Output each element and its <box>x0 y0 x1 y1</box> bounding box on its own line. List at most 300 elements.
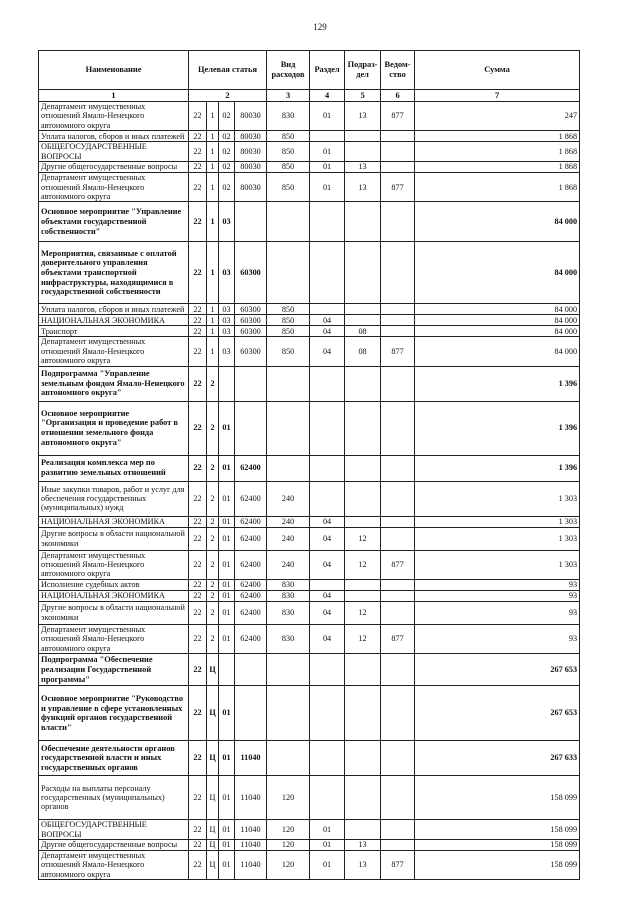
row-name-cell: Департамент имущественных отношений Ямало-Ненецкого автономного округа <box>39 173 189 202</box>
target-direction-cell: 60300 <box>235 326 267 337</box>
section-cell <box>310 579 345 590</box>
subsection-cell: 08 <box>345 337 381 366</box>
row-name-cell: Основное мероприятие "Руководство и управление в сфере установленных функций органов государственной власти" <box>39 686 189 741</box>
subsection-cell <box>345 686 381 741</box>
table-row <box>39 840 580 851</box>
row-name-cell: НАЦИОНАЛЬНАЯ ЭКОНОМИКА <box>39 590 189 601</box>
department-cell: 877 <box>381 102 415 131</box>
target-activity-cell: 01 <box>219 550 235 579</box>
target-program-cell: 22 <box>189 455 207 481</box>
target-direction-cell: 80030 <box>235 162 267 173</box>
section-cell: 04 <box>310 601 345 624</box>
target-activity-cell: 02 <box>219 102 235 131</box>
table-row <box>39 173 580 202</box>
target-direction-cell: 62400 <box>235 550 267 579</box>
column-number-row <box>39 90 580 102</box>
target-direction-cell <box>235 654 267 686</box>
target-activity-cell: 02 <box>219 162 235 173</box>
target-direction-cell: 80030 <box>235 142 267 162</box>
target-program-cell: 22 <box>189 579 207 590</box>
section-cell: 04 <box>310 550 345 579</box>
target-subprogram-cell: 2 <box>207 516 219 527</box>
target-program-cell: 22 <box>189 686 207 741</box>
expense-type-cell: 120 <box>267 776 310 820</box>
target-direction-cell: 11040 <box>235 741 267 776</box>
target-direction-cell: 62400 <box>235 516 267 527</box>
expense-type-cell: 240 <box>267 550 310 579</box>
table-row <box>39 304 580 315</box>
section-cell <box>310 455 345 481</box>
section-cell: 01 <box>310 820 345 840</box>
target-program-cell: 22 <box>189 516 207 527</box>
target-program-cell: 22 <box>189 142 207 162</box>
target-subprogram-cell: 2 <box>207 624 219 653</box>
sum-cell: 93 <box>415 590 580 601</box>
department-cell <box>381 401 415 455</box>
target-subprogram-cell: Ц <box>207 776 219 820</box>
expense-type-cell <box>267 741 310 776</box>
target-subprogram-cell: Ц <box>207 686 219 741</box>
subsection-cell <box>345 516 381 527</box>
target-program-cell: 22 <box>189 840 207 851</box>
target-subprogram-cell: Ц <box>207 654 219 686</box>
table-row <box>39 481 580 516</box>
target-subprogram-cell: 1 <box>207 131 219 142</box>
subsection-cell <box>345 820 381 840</box>
expense-type-cell: 850 <box>267 131 310 142</box>
table-row <box>39 315 580 326</box>
section-cell <box>310 686 345 741</box>
target-direction-cell <box>235 366 267 401</box>
target-program-cell: 22 <box>189 315 207 326</box>
subsection-cell: 13 <box>345 162 381 173</box>
department-cell <box>381 315 415 326</box>
target-program-cell: 22 <box>189 550 207 579</box>
table-row <box>39 131 580 142</box>
department-cell <box>381 142 415 162</box>
target-activity-cell: 03 <box>219 315 235 326</box>
target-subprogram-cell: 2 <box>207 590 219 601</box>
expense-type-cell: 830 <box>267 579 310 590</box>
department-cell <box>381 326 415 337</box>
row-name-cell: Другие общегосударственные вопросы <box>39 840 189 851</box>
department-cell <box>381 162 415 173</box>
target-subprogram-cell: Ц <box>207 840 219 851</box>
expense-type-cell <box>267 455 310 481</box>
target-activity-cell: 01 <box>219 820 235 840</box>
department-cell <box>381 527 415 550</box>
table-row <box>39 516 580 527</box>
col-num: 2 <box>189 90 267 102</box>
target-activity-cell: 01 <box>219 481 235 516</box>
department-cell: 877 <box>381 337 415 366</box>
target-program-cell: 22 <box>189 624 207 653</box>
sum-cell: 1 396 <box>415 366 580 401</box>
table-row <box>39 366 580 401</box>
sum-cell: 158 099 <box>415 776 580 820</box>
table-row <box>39 686 580 741</box>
department-cell <box>381 304 415 315</box>
target-direction-cell: 11040 <box>235 820 267 840</box>
header-section: Раздел <box>310 51 345 90</box>
section-cell <box>310 242 345 304</box>
target-program-cell: 22 <box>189 304 207 315</box>
table-row <box>39 741 580 776</box>
expense-type-cell: 850 <box>267 315 310 326</box>
target-program-cell: 22 <box>189 326 207 337</box>
section-cell <box>310 741 345 776</box>
sum-cell: 1 303 <box>415 481 580 516</box>
target-program-cell: 22 <box>189 337 207 366</box>
sum-cell: 93 <box>415 601 580 624</box>
target-subprogram-cell: 1 <box>207 173 219 202</box>
target-program-cell: 22 <box>189 654 207 686</box>
target-activity-cell: 01 <box>219 851 235 880</box>
department-cell <box>381 741 415 776</box>
section-cell <box>310 366 345 401</box>
target-activity-cell: 01 <box>219 590 235 601</box>
section-cell: 01 <box>310 142 345 162</box>
expense-type-cell <box>267 242 310 304</box>
sum-cell: 93 <box>415 624 580 653</box>
expense-type-cell: 830 <box>267 601 310 624</box>
target-program-cell: 22 <box>189 481 207 516</box>
sum-cell: 267 653 <box>415 654 580 686</box>
target-activity-cell: 02 <box>219 131 235 142</box>
col-num: 4 <box>310 90 345 102</box>
expense-type-cell: 830 <box>267 590 310 601</box>
table-row <box>39 820 580 840</box>
table-row <box>39 401 580 455</box>
subsection-cell <box>345 401 381 455</box>
subsection-cell <box>345 366 381 401</box>
subsection-cell: 13 <box>345 102 381 131</box>
target-direction-cell <box>235 202 267 242</box>
expense-type-cell <box>267 686 310 741</box>
row-name-cell: ОБЩЕГОСУДАРСТВЕННЫЕ ВОПРОСЫ <box>39 142 189 162</box>
target-subprogram-cell: 2 <box>207 455 219 481</box>
table-row <box>39 776 580 820</box>
subsection-cell: 08 <box>345 326 381 337</box>
target-activity-cell: 01 <box>219 401 235 455</box>
target-activity-cell: 01 <box>219 741 235 776</box>
subsection-cell <box>345 304 381 315</box>
target-program-cell: 22 <box>189 202 207 242</box>
section-cell <box>310 131 345 142</box>
section-cell: 04 <box>310 516 345 527</box>
target-activity-cell <box>219 654 235 686</box>
target-activity-cell: 01 <box>219 686 235 741</box>
row-name-cell: Департамент имущественных отношений Ямало-Ненецкого автономного округа <box>39 102 189 131</box>
subsection-cell <box>345 131 381 142</box>
subsection-cell <box>345 741 381 776</box>
target-subprogram-cell: 1 <box>207 326 219 337</box>
header-exp-type: Вид расходов <box>267 51 310 90</box>
header-name: Наименование <box>39 51 189 90</box>
table-row <box>39 242 580 304</box>
row-name-cell: Другие вопросы в области национальной экономики <box>39 527 189 550</box>
header-sum: Сумма <box>415 51 580 90</box>
expense-type-cell: 120 <box>267 840 310 851</box>
target-direction-cell: 60300 <box>235 242 267 304</box>
sum-cell: 93 <box>415 579 580 590</box>
target-direction-cell: 80030 <box>235 102 267 131</box>
sum-cell: 1 868 <box>415 142 580 162</box>
subsection-cell: 13 <box>345 840 381 851</box>
header-target: Целевая статья <box>189 51 267 90</box>
section-cell <box>310 654 345 686</box>
target-direction-cell: 11040 <box>235 776 267 820</box>
target-direction-cell: 60300 <box>235 315 267 326</box>
department-cell <box>381 366 415 401</box>
target-activity-cell: 01 <box>219 776 235 820</box>
expense-type-cell: 830 <box>267 624 310 653</box>
expense-type-cell <box>267 654 310 686</box>
subsection-cell <box>345 776 381 820</box>
row-name-cell: Расходы на выплаты персоналу государственных (муниципальных) органов <box>39 776 189 820</box>
row-name-cell: Обеспечение деятельности органов государственной власти и иных государственных органов <box>39 741 189 776</box>
expense-type-cell: 850 <box>267 142 310 162</box>
expense-type-cell: 850 <box>267 173 310 202</box>
target-program-cell: 22 <box>189 162 207 173</box>
table-row <box>39 455 580 481</box>
target-direction-cell: 60300 <box>235 304 267 315</box>
sum-cell: 1 396 <box>415 401 580 455</box>
row-name-cell: Подпрограмма "Управление земельным фондом Ямало-Ненецкого автономного округа" <box>39 366 189 401</box>
section-cell: 01 <box>310 162 345 173</box>
target-subprogram-cell: 2 <box>207 579 219 590</box>
subsection-cell <box>345 579 381 590</box>
row-name-cell: Основное мероприятие "Организация и проведение работ в отношении земельного фонда автономного округа" <box>39 401 189 455</box>
target-program-cell: 22 <box>189 401 207 455</box>
subsection-cell <box>345 202 381 242</box>
col-num: 3 <box>267 90 310 102</box>
target-program-cell: 22 <box>189 366 207 401</box>
subsection-cell: 13 <box>345 173 381 202</box>
target-direction-cell: 80030 <box>235 131 267 142</box>
row-name-cell: Иные закупки товаров, работ и услуг для обеспечения государственных (муниципальных) нужд <box>39 481 189 516</box>
department-cell <box>381 516 415 527</box>
target-direction-cell: 80030 <box>235 173 267 202</box>
target-direction-cell: 62400 <box>235 527 267 550</box>
department-cell <box>381 820 415 840</box>
target-subprogram-cell: Ц <box>207 820 219 840</box>
target-activity-cell: 01 <box>219 579 235 590</box>
target-activity-cell: 01 <box>219 624 235 653</box>
section-cell <box>310 776 345 820</box>
table-row <box>39 624 580 653</box>
expense-type-cell: 240 <box>267 516 310 527</box>
row-name-cell: НАЦИОНАЛЬНАЯ ЭКОНОМИКА <box>39 315 189 326</box>
department-cell <box>381 242 415 304</box>
target-program-cell: 22 <box>189 131 207 142</box>
section-cell <box>310 481 345 516</box>
col-num: 1 <box>39 90 189 102</box>
row-name-cell: Реализация комплекса мер по развитию земельных отношений <box>39 455 189 481</box>
expense-type-cell: 120 <box>267 820 310 840</box>
expense-type-cell: 850 <box>267 337 310 366</box>
row-name-cell: Уплата налогов, сборов и иных платежей <box>39 304 189 315</box>
department-cell: 877 <box>381 851 415 880</box>
sum-cell: 1 868 <box>415 162 580 173</box>
section-cell: 01 <box>310 840 345 851</box>
section-cell: 01 <box>310 851 345 880</box>
target-subprogram-cell: 1 <box>207 304 219 315</box>
target-program-cell: 22 <box>189 776 207 820</box>
target-program-cell: 22 <box>189 527 207 550</box>
target-program-cell: 22 <box>189 242 207 304</box>
expense-type-cell <box>267 401 310 455</box>
target-subprogram-cell: 1 <box>207 142 219 162</box>
target-activity-cell: 03 <box>219 242 235 304</box>
department-cell <box>381 481 415 516</box>
target-direction-cell: 62400 <box>235 481 267 516</box>
table-row <box>39 102 580 131</box>
table-body <box>39 102 580 880</box>
department-cell <box>381 455 415 481</box>
row-name-cell: Подпрограмма "Обеспечение реализации Государственной программы" <box>39 654 189 686</box>
col-num: 7 <box>415 90 580 102</box>
sum-cell: 1 303 <box>415 516 580 527</box>
row-name-cell: Департамент имущественных отношений Ямало-Ненецкого автономного округа <box>39 550 189 579</box>
target-activity-cell <box>219 366 235 401</box>
sum-cell: 1 868 <box>415 131 580 142</box>
subsection-cell <box>345 590 381 601</box>
sum-cell: 84 000 <box>415 304 580 315</box>
target-subprogram-cell: 1 <box>207 162 219 173</box>
row-name-cell: Другие общегосударственные вопросы <box>39 162 189 173</box>
col-num: 6 <box>381 90 415 102</box>
expense-type-cell: 830 <box>267 102 310 131</box>
expense-type-cell: 850 <box>267 162 310 173</box>
sum-cell: 267 633 <box>415 741 580 776</box>
target-program-cell: 22 <box>189 102 207 131</box>
target-activity-cell: 02 <box>219 173 235 202</box>
department-cell <box>381 654 415 686</box>
section-cell: 04 <box>310 337 345 366</box>
row-name-cell: Департамент имущественных отношений Ямало-Ненецкого автономного округа <box>39 851 189 880</box>
target-subprogram-cell: Ц <box>207 851 219 880</box>
sum-cell: 247 <box>415 102 580 131</box>
subsection-cell <box>345 315 381 326</box>
target-activity-cell: 03 <box>219 326 235 337</box>
row-name-cell: Департамент имущественных отношений Ямало-Ненецкого автономного округа <box>39 624 189 653</box>
target-program-cell: 22 <box>189 590 207 601</box>
target-activity-cell: 02 <box>219 142 235 162</box>
row-name-cell: Исполнение судебных актов <box>39 579 189 590</box>
expense-type-cell: 120 <box>267 851 310 880</box>
col-num: 5 <box>345 90 381 102</box>
target-subprogram-cell: 1 <box>207 315 219 326</box>
section-cell: 01 <box>310 102 345 131</box>
table-row <box>39 326 580 337</box>
sum-cell: 84 000 <box>415 337 580 366</box>
section-cell <box>310 304 345 315</box>
subsection-cell <box>345 455 381 481</box>
sum-cell: 1 868 <box>415 173 580 202</box>
table-row <box>39 579 580 590</box>
department-cell <box>381 686 415 741</box>
row-name-cell: Уплата налогов, сборов и иных платежей <box>39 131 189 142</box>
header-subsection: Подраз-дел <box>345 51 381 90</box>
expense-type-cell: 240 <box>267 481 310 516</box>
target-subprogram-cell: Ц <box>207 741 219 776</box>
row-name-cell: Мероприятия, связанные с оплатой доверительного управления объектами транспортной инфраструктуры, находящимися в государственной собственности <box>39 242 189 304</box>
target-direction-cell: 11040 <box>235 840 267 851</box>
target-activity-cell: 01 <box>219 601 235 624</box>
budget-table <box>38 50 580 880</box>
department-cell <box>381 601 415 624</box>
subsection-cell: 12 <box>345 601 381 624</box>
subsection-cell: 12 <box>345 550 381 579</box>
target-subprogram-cell: 2 <box>207 527 219 550</box>
section-cell: 04 <box>310 315 345 326</box>
department-cell <box>381 202 415 242</box>
section-cell: 04 <box>310 624 345 653</box>
target-direction-cell: 60300 <box>235 337 267 366</box>
target-direction-cell: 11040 <box>235 851 267 880</box>
row-name-cell: Департамент имущественных отношений Ямало-Ненецкого автономного округа <box>39 337 189 366</box>
sum-cell: 267 653 <box>415 686 580 741</box>
target-direction-cell <box>235 401 267 455</box>
expense-type-cell <box>267 366 310 401</box>
target-activity-cell: 03 <box>219 304 235 315</box>
target-direction-cell <box>235 686 267 741</box>
target-activity-cell: 01 <box>219 840 235 851</box>
table-row <box>39 550 580 579</box>
target-program-cell: 22 <box>189 820 207 840</box>
table-row <box>39 654 580 686</box>
subsection-cell: 12 <box>345 527 381 550</box>
sum-cell: 1 303 <box>415 527 580 550</box>
target-activity-cell: 01 <box>219 527 235 550</box>
sum-cell: 84 000 <box>415 326 580 337</box>
table-row <box>39 202 580 242</box>
subsection-cell <box>345 142 381 162</box>
target-program-cell: 22 <box>189 741 207 776</box>
department-cell: 877 <box>381 624 415 653</box>
department-cell: 877 <box>381 173 415 202</box>
sum-cell: 84 000 <box>415 202 580 242</box>
table-row <box>39 851 580 880</box>
target-subprogram-cell: 2 <box>207 601 219 624</box>
target-program-cell: 22 <box>189 851 207 880</box>
target-subprogram-cell: 2 <box>207 550 219 579</box>
row-name-cell: ОБЩЕГОСУДАРСТВЕННЫЕ ВОПРОСЫ <box>39 820 189 840</box>
section-cell: 04 <box>310 590 345 601</box>
expense-type-cell: 850 <box>267 326 310 337</box>
department-cell <box>381 840 415 851</box>
section-cell <box>310 401 345 455</box>
target-activity-cell: 01 <box>219 516 235 527</box>
subsection-cell <box>345 242 381 304</box>
target-subprogram-cell: 1 <box>207 102 219 131</box>
subsection-cell <box>345 481 381 516</box>
sum-cell: 1 303 <box>415 550 580 579</box>
target-subprogram-cell: 1 <box>207 337 219 366</box>
target-activity-cell: 03 <box>219 202 235 242</box>
department-cell <box>381 579 415 590</box>
page-number: 129 <box>313 22 327 32</box>
header-dept: Ведом-ство <box>381 51 415 90</box>
target-subprogram-cell: 1 <box>207 242 219 304</box>
table-row <box>39 601 580 624</box>
department-cell: 877 <box>381 550 415 579</box>
section-cell: 01 <box>310 173 345 202</box>
target-subprogram-cell: 2 <box>207 401 219 455</box>
target-program-cell: 22 <box>189 173 207 202</box>
expense-type-cell <box>267 202 310 242</box>
